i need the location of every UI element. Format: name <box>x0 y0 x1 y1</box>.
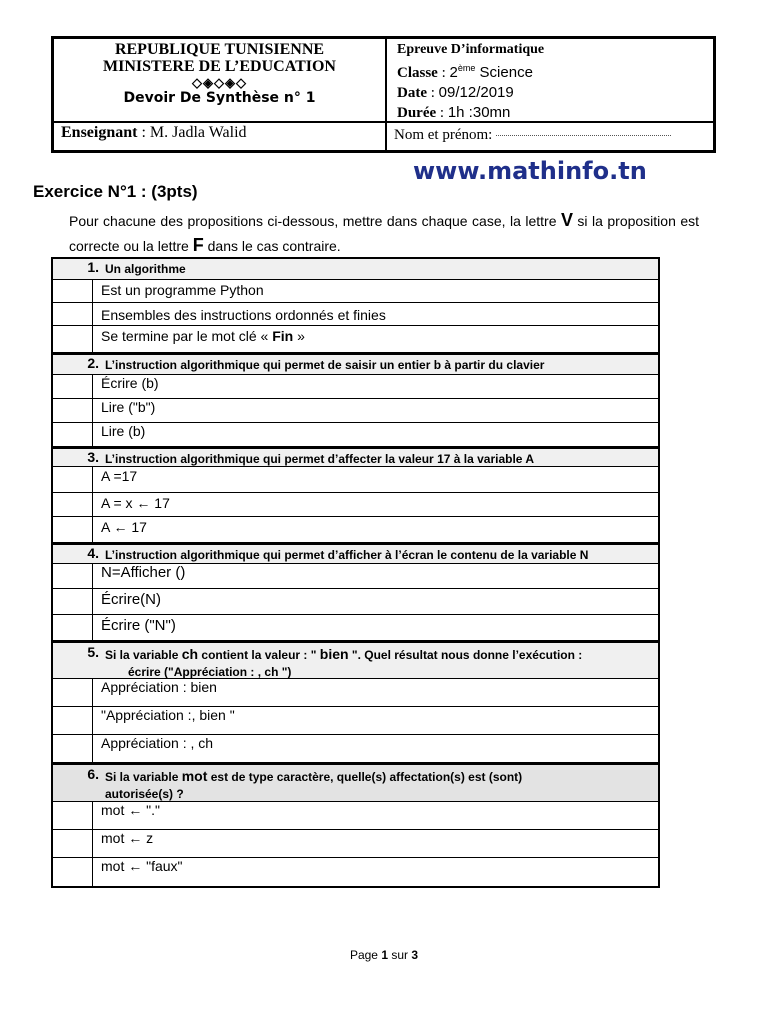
answer-box[interactable] <box>53 303 93 325</box>
answer-row <box>53 375 658 399</box>
answer-row <box>53 735 658 763</box>
question-text <box>99 765 522 803</box>
question-number: 3. <box>87 449 99 465</box>
header-table <box>51 36 716 153</box>
answer-option: Écrire(N) <box>101 591 161 608</box>
answer-row <box>53 493 658 517</box>
duree-label: Durée <box>397 105 437 121</box>
answer-row <box>53 467 658 493</box>
teacher-value: : M. Jadla Walid <box>137 124 247 141</box>
question-text-part: contient la valeur : " <box>198 648 320 662</box>
name-field[interactable] <box>394 127 671 144</box>
page-footer <box>0 948 768 962</box>
question-text <box>99 643 582 681</box>
answer-row <box>53 326 658 353</box>
question-code: écrire ("Appréciation : , ch ") <box>128 665 292 679</box>
answer-box[interactable] <box>53 707 93 734</box>
answer-row <box>53 858 658 886</box>
answer-box[interactable] <box>53 326 93 352</box>
header-right <box>397 39 707 121</box>
date-label: Date <box>397 85 427 101</box>
ornament-icon: ◇◈◇◈◇ <box>192 75 247 90</box>
answer-box[interactable] <box>53 280 93 302</box>
answer-option: N=Afficher () <box>101 564 186 581</box>
question-number: 2. <box>87 355 99 371</box>
classe-label: Classe <box>397 65 438 81</box>
letter-f: F <box>192 235 204 255</box>
answer-row <box>53 707 658 735</box>
answer-option: Lire ("b") <box>101 399 156 415</box>
answer-row <box>53 615 658 641</box>
answer-option: A = x ← 17 <box>101 495 170 511</box>
question-number: 1. <box>87 259 99 275</box>
answer-option: Écrire (b) <box>101 375 159 391</box>
answer-row <box>53 280 658 303</box>
answer-option: mot ← "." <box>101 802 160 818</box>
footer-text: Page <box>349 948 382 962</box>
website-link[interactable]: www.mathinfo.tn <box>413 157 647 185</box>
answer-box[interactable] <box>53 679 93 706</box>
answer-box[interactable] <box>53 493 93 516</box>
answer-row <box>53 517 658 543</box>
letter-v: V <box>560 210 573 230</box>
answer-box[interactable] <box>53 858 93 886</box>
question-table <box>51 257 660 888</box>
answer-option: Appréciation : bien <box>101 679 217 695</box>
keyword-fin: Fin <box>272 328 294 344</box>
header-left <box>54 39 385 121</box>
question-number: 6. <box>87 766 99 782</box>
intro-text: si la proposition est correcte ou la lettre <box>69 213 700 254</box>
answer-box[interactable] <box>53 735 93 762</box>
answer-box[interactable] <box>53 375 93 398</box>
classe-rest: Science <box>475 64 533 81</box>
question-text: L’instruction algorithmique qui permet d’afficher à l’écran le contenu de la variable N <box>105 548 589 562</box>
question-header <box>53 763 658 802</box>
exercise-instructions <box>69 208 699 258</box>
question-text-part: Si la variable <box>105 648 182 662</box>
classe-sup: ème <box>457 63 476 73</box>
answer-option: Écrire ("N") <box>101 617 176 634</box>
answer-option: Lire (b) <box>101 423 146 439</box>
question-text-part: Si la variable <box>105 770 182 784</box>
answer-row <box>53 589 658 615</box>
variable-name: mot <box>181 768 208 784</box>
variable-value: bien <box>319 646 349 662</box>
question-header <box>53 353 658 375</box>
option-text: Se termine par le mot clé « <box>101 328 273 344</box>
answer-box[interactable] <box>53 423 93 446</box>
answer-box[interactable] <box>53 564 93 588</box>
answer-box[interactable] <box>53 399 93 422</box>
question-text: L’instruction algorithmique qui permet d’affecter la valeur 17 à la variable A <box>105 452 535 466</box>
answer-row <box>53 399 658 423</box>
footer-text: sur <box>388 948 412 962</box>
exam-title: Devoir De Synthèse n° 1 <box>123 90 316 106</box>
question-header <box>53 641 658 679</box>
classe-line: Classe : 2ème Science <box>397 63 533 81</box>
question-text: Un algorithme <box>105 262 186 276</box>
question-text-part: ". Quel résultat nous donne l’exécution : <box>348 648 583 662</box>
duree-value: 1h :30mn <box>447 104 511 121</box>
option-text: » <box>293 328 305 344</box>
page-total: 3 <box>411 948 419 962</box>
answer-option <box>93 326 305 352</box>
answer-row <box>53 679 658 707</box>
intro-text: dans le cas contraire. <box>203 238 341 254</box>
answer-option: "Appréciation :, bien " <box>101 707 235 723</box>
answer-box[interactable] <box>53 467 93 492</box>
answer-box[interactable] <box>53 830 93 857</box>
answer-option: mot ← z <box>101 830 154 846</box>
question-number: 5. <box>87 644 99 660</box>
duree-line: Durée : 1h :30mn <box>397 104 511 121</box>
answer-box[interactable] <box>53 589 93 614</box>
answer-option: Appréciation : , ch <box>101 735 214 751</box>
answer-row <box>53 423 658 447</box>
intro-text: Pour chacune des propositions ci-dessous, mettre dans chaque case, la lettre <box>69 213 561 229</box>
question-header <box>53 543 658 564</box>
answer-box[interactable] <box>53 615 93 640</box>
classe-number: 2 <box>449 64 458 81</box>
ministry-title: MINISTERE DE L’EDUCATION <box>103 58 336 75</box>
question-text: L’instruction algorithmique qui permet de saisir un entier b à partir du clavier <box>105 358 545 372</box>
subject-title: Epreuve D’informatique <box>397 42 545 57</box>
question-text-part: autorisée(s) ? <box>105 787 184 801</box>
question-text-part: est de type caractère, quelle(s) affectation(s) est (sont) <box>207 770 523 784</box>
exercise-title: Exercice N°1 : (3pts) <box>33 182 198 201</box>
answer-row <box>53 802 658 830</box>
page-number: 1 <box>381 948 388 962</box>
answer-row <box>53 830 658 858</box>
answer-option: mot ← "faux" <box>101 858 183 874</box>
republic-title: REPUBLIQUE TUNISIENNE <box>114 41 325 58</box>
answer-row <box>53 564 658 589</box>
date-value: 09/12/2019 <box>438 84 514 101</box>
answer-option: A =17 <box>101 468 138 484</box>
answer-box[interactable] <box>53 802 93 829</box>
question-header <box>53 447 658 467</box>
answer-box[interactable] <box>53 517 93 542</box>
answer-option: Est un programme Python <box>101 282 264 298</box>
header-divider <box>385 39 387 150</box>
name-label: Nom et prénom: <box>394 127 493 143</box>
teacher-label: Enseignant <box>61 124 138 141</box>
question-header <box>53 259 658 280</box>
question-number: 4. <box>87 545 99 561</box>
answer-option: A ← 17 <box>101 519 147 535</box>
variable-name: ch <box>181 646 199 662</box>
answer-row <box>53 303 658 326</box>
teacher-line <box>61 124 247 142</box>
date-line: Date : 09/12/2019 <box>397 84 514 101</box>
name-dotted-line[interactable] <box>496 135 671 136</box>
answer-option: Ensembles des instructions ordonnés et finies <box>101 307 386 323</box>
